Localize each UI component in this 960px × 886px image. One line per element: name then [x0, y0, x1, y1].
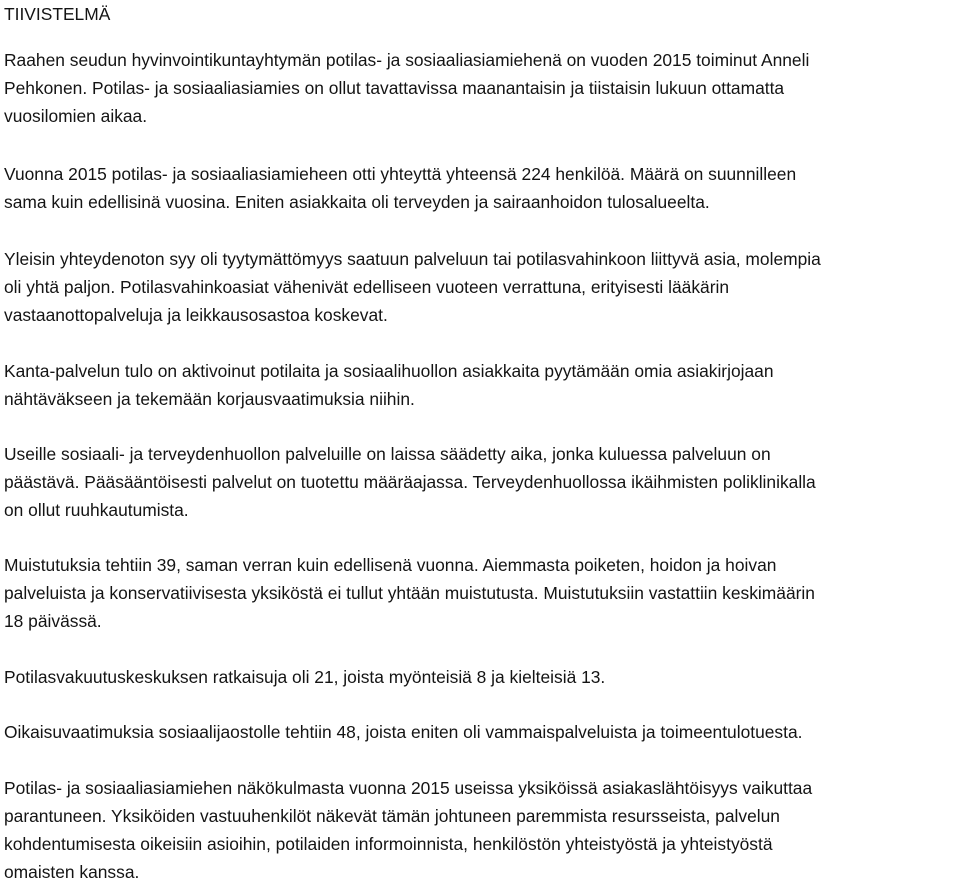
paragraph-line: Pehkonen. Potilas- ja sosiaaliasiamies on ollut tavattavissa maanantaisin ja tiistaisin lukuun ottamatta [4, 78, 785, 98]
paragraph [4, 160, 796, 216]
paragraph-line: Useille sosiaali- ja terveydenhuollon palveluille on laissa säädetty aika, jonka kuluessa palveluun on [4, 444, 771, 464]
paragraph-line: Yleisin yhteydenoton syy oli tyytymättömyys saatuun palveluun tai potilasvahinkoon liittyvä asia, molempia [4, 249, 821, 269]
paragraph [4, 663, 605, 691]
paragraph [4, 551, 815, 635]
paragraph [4, 245, 821, 329]
paragraph-line: oli yhtä paljon. Potilasvahinkoasiat vähenivät edelliseen vuoteen verrattuna, erityisesti lääkärin [4, 277, 730, 297]
document-title: TIIVISTELMÄ [4, 4, 111, 24]
paragraph-line: sama kuin edellisinä vuosina. Eniten asiakkaita oli terveyden ja sairaanhoidon tulosalueelta. [4, 192, 710, 212]
paragraph-line: Muistutuksia tehtiin 39, saman verran kuin edellisenä vuonna. Aiemmasta poiketen, hoidon ja hoivan [4, 555, 777, 575]
paragraph-line: Kanta-palvelun tulo on aktivoinut potilaita ja sosiaalihuollon asiakkaita pyytämään omia asiakirjojaan [4, 361, 774, 381]
paragraph [4, 718, 802, 746]
paragraph-line: Vuonna 2015 potilas- ja sosiaaliasiamieheen otti yhteyttä yhteensä 224 henkilöä. Määrä on suunnilleen [4, 164, 797, 184]
paragraph [4, 774, 812, 886]
paragraph [4, 46, 809, 130]
paragraph-line: Potilas- ja sosiaaliasiamiehen näkökulmasta vuonna 2015 useissa yksiköissä asiakaslähtöisyys vaikuttaa [4, 778, 813, 798]
paragraph-line: kohdentumisesta oikeisiin asioihin, potilaiden informoinnista, henkilöstön yhteistyöstä ja yhteistyöstä [4, 834, 773, 854]
paragraph-line: Raahen seudun hyvinvointikuntayhtymän potilas- ja sosiaaliasiamiehenä on vuoden 2015 toiminut Anneli [4, 50, 810, 70]
paragraph-line: Potilasvakuutuskeskuksen ratkaisuja oli 21, joista myönteisiä 8 ja kielteisiä 13. [4, 667, 606, 687]
paragraph-line: Oikaisuvaatimuksia sosiaalijaostolle tehtiin 48, joista eniten oli vammaispalveluista ja toimeentulotuesta. [4, 722, 803, 742]
paragraph [4, 357, 774, 413]
paragraph-line: 18 päivässä. [4, 611, 102, 631]
paragraph-line: palveluista ja konservatiivisesta yksiköstä ei tullut yhtään muistutusta. Muistutuksiin vastattiin keskimäärin [4, 583, 815, 603]
document-page [4, 0, 956, 882]
paragraph-line: omaisten kanssa. [4, 862, 140, 882]
paragraph-line: vuosilomien aikaa. [4, 106, 148, 126]
paragraph-line: päästävä. Pääsääntöisesti palvelut on tuotettu määräajassa. Terveydenhuollossa ikäihmisten poliklinikalla [4, 472, 816, 492]
paragraph-line: nähtäväkseen ja tekemään korjausvaatimuksia niihin. [4, 389, 415, 409]
paragraph-line: on ollut ruuhkautumista. [4, 500, 189, 520]
paragraph-line: parantuneen. Yksiköiden vastuuhenkilöt näkevät tämän johtuneen paremmista resursseista, palvelun [4, 806, 780, 826]
paragraph-line: vastaanottopalveluja ja leikkausosastoa koskevat. [4, 305, 388, 325]
paragraph [4, 440, 816, 524]
